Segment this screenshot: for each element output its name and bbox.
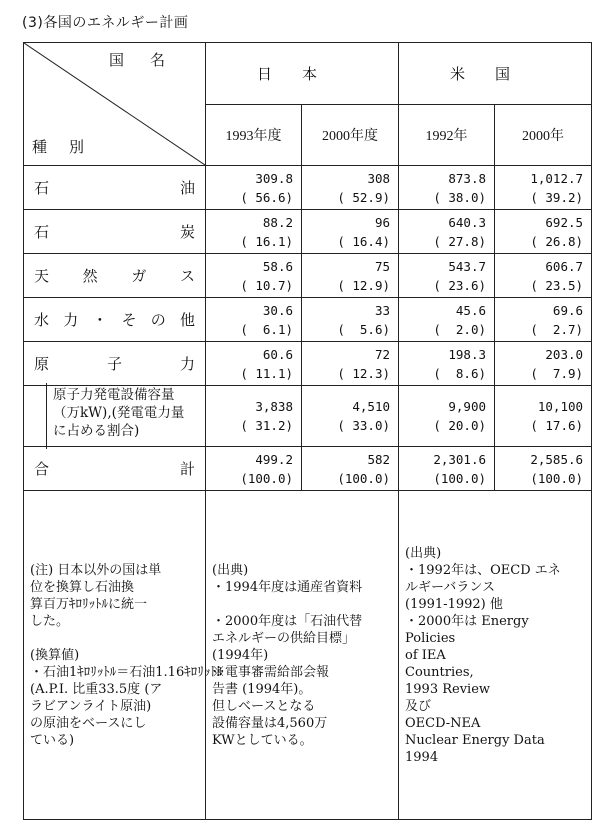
note-line: (1994年) — [212, 647, 269, 663]
note-line — [212, 596, 392, 613]
cell-value: 9,900 ( 20.0) — [399, 386, 495, 447]
note-line: ルギーバランス — [405, 579, 495, 595]
note-line: ている) — [30, 732, 75, 748]
cell-value: 582 (100.0) — [302, 447, 399, 491]
cell-value: 10,100 ( 17.6) — [495, 386, 592, 447]
table-row — [24, 210, 592, 254]
cell-value: 308 ( 52.9) — [302, 166, 399, 210]
page-title: (3)各国のエネルギー計画 — [22, 15, 189, 31]
table-row — [24, 166, 592, 210]
cell-value: 692.5 ( 26.8) — [495, 210, 592, 254]
note-line: (1991-1992) 他 — [405, 596, 503, 612]
row-label-nuclear-capacity: 原子力発電設備容量 （万kW),(発電電力量 に占める割合) — [24, 386, 206, 447]
cell-value: 543.7 ( 23.6) — [399, 254, 495, 298]
cell-value: 198.3 ( 8.6) — [399, 342, 495, 386]
note-line: 設備容量は4,560万 — [212, 715, 328, 731]
diagonal-header-cell — [24, 43, 206, 166]
row-label-text: 合 計 — [34, 460, 195, 478]
table-row-nuclear-capacity — [24, 386, 592, 447]
country-usa: 米国 — [399, 43, 592, 105]
note-line: KWとしている。 — [212, 732, 313, 748]
row-label-natural-gas — [24, 254, 206, 298]
note-line: ・2000年は Energy — [405, 613, 529, 629]
notes-middle — [206, 491, 399, 820]
table-row — [24, 254, 592, 298]
note-line: ※電事審需給部会報 — [212, 664, 330, 680]
note-line: の原油をベースにし — [30, 715, 147, 731]
note-line — [30, 630, 199, 647]
note-line: 算百万ｷﾛﾘｯﾄﾙに統一 — [30, 596, 148, 612]
note-line: 位を換算し石油換 — [30, 579, 135, 595]
note-line: した。 — [30, 613, 70, 629]
year-jp-1993: 1993年度 — [206, 104, 302, 166]
cell-value: 640.3 ( 27.8) — [399, 210, 495, 254]
note-line: ・2000年度は「石油代替 — [212, 613, 363, 629]
year-us-1992: 1992年 — [399, 104, 495, 166]
cell-value: 4,510 ( 33.0) — [302, 386, 399, 447]
cell-value: 3,838 ( 31.2) — [206, 386, 302, 447]
note-line: 但しベースとなる — [212, 698, 316, 714]
cell-value: 873.8 ( 38.0) — [399, 166, 495, 210]
row-label-oil — [24, 166, 206, 210]
table-row — [24, 298, 592, 342]
row-label-text: 石 炭 — [34, 223, 195, 241]
cell-value: 60.6 ( 11.1) — [206, 342, 302, 386]
note-line: 1994 — [405, 749, 439, 765]
note-line: 及び — [405, 698, 432, 714]
notes-row — [24, 491, 592, 820]
energy-plan-table — [23, 42, 592, 820]
header-type-label: 種別 — [32, 138, 107, 156]
cell-value: 96 ( 16.4) — [302, 210, 399, 254]
cell-value: 33 ( 5.6) — [302, 298, 399, 342]
cell-value: 203.0 ( 7.9) — [495, 342, 592, 386]
header-row-countries — [24, 43, 592, 105]
cell-value: 2,585.6 (100.0) — [495, 447, 592, 491]
table-row-total — [24, 447, 592, 491]
cell-value: 69.6 ( 2.7) — [495, 298, 592, 342]
row-label-nuclear — [24, 342, 206, 386]
note-line: Policies — [405, 630, 456, 646]
note-line: 1993 Review — [405, 681, 491, 697]
note-line: (出典) — [212, 562, 249, 578]
row-label-text: 水 力 ・ そ の 他 — [34, 311, 195, 329]
cell-value: 1,012.7 ( 39.2) — [495, 166, 592, 210]
cell-value: 88.2 ( 16.1) — [206, 210, 302, 254]
note-line: Countries, — [405, 664, 474, 680]
note-line: 告書 (1994年)。 — [212, 681, 312, 697]
notes-right — [399, 491, 592, 820]
cell-value: 30.6 ( 6.1) — [206, 298, 302, 342]
year-us-2000: 2000年 — [495, 104, 592, 166]
table-row — [24, 342, 592, 386]
row-label-text: 天 然 ガ ス — [34, 267, 195, 285]
note-line: ラビアンライト原油) — [30, 698, 152, 714]
cell-value: 606.7 ( 23.5) — [495, 254, 592, 298]
note-line: of IEA — [405, 647, 446, 663]
year-jp-2000: 2000年度 — [302, 104, 399, 166]
header-country-label: 国名 — [108, 51, 191, 69]
notes-left — [24, 491, 224, 820]
cell-value: 75 ( 12.9) — [302, 254, 399, 298]
note-line: ・1994年度は通産省資料 — [212, 579, 363, 595]
cell-value: 309.8 ( 56.6) — [206, 166, 302, 210]
cell-value: 72 ( 12.3) — [302, 342, 399, 386]
cell-value: 2,301.6 (100.0) — [399, 447, 495, 491]
note-line: (換算値) — [30, 647, 80, 663]
note-line: (A.P.I. 比重33.5度 (ア — [30, 681, 163, 697]
note-line: (出典) — [405, 545, 442, 561]
cell-value: 499.2 (100.0) — [206, 447, 302, 491]
note-line: (注) 日本以外の国は単 — [30, 562, 162, 578]
note-line: Nuclear Energy Data — [405, 732, 545, 748]
row-label-text: 原 子 力 — [34, 355, 195, 373]
row-label-text: 石 油 — [34, 179, 195, 197]
row-label-coal — [24, 210, 206, 254]
note-line: ・1992年は、OECD エネ — [405, 562, 561, 578]
cell-value: 58.6 ( 10.7) — [206, 254, 302, 298]
note-line: ・石油1ｷﾛﾘｯﾄﾙ＝石油1.16ｷﾛﾘｯﾄﾙ — [30, 664, 224, 680]
row-label-total — [24, 447, 206, 491]
row-label-hydro-other — [24, 298, 206, 342]
cell-value: 45.6 ( 2.0) — [399, 298, 495, 342]
country-japan: 日本 — [206, 43, 399, 105]
note-line: エネルギーの供給目標」 — [212, 630, 356, 646]
note-line: OECD-NEA — [405, 715, 481, 731]
